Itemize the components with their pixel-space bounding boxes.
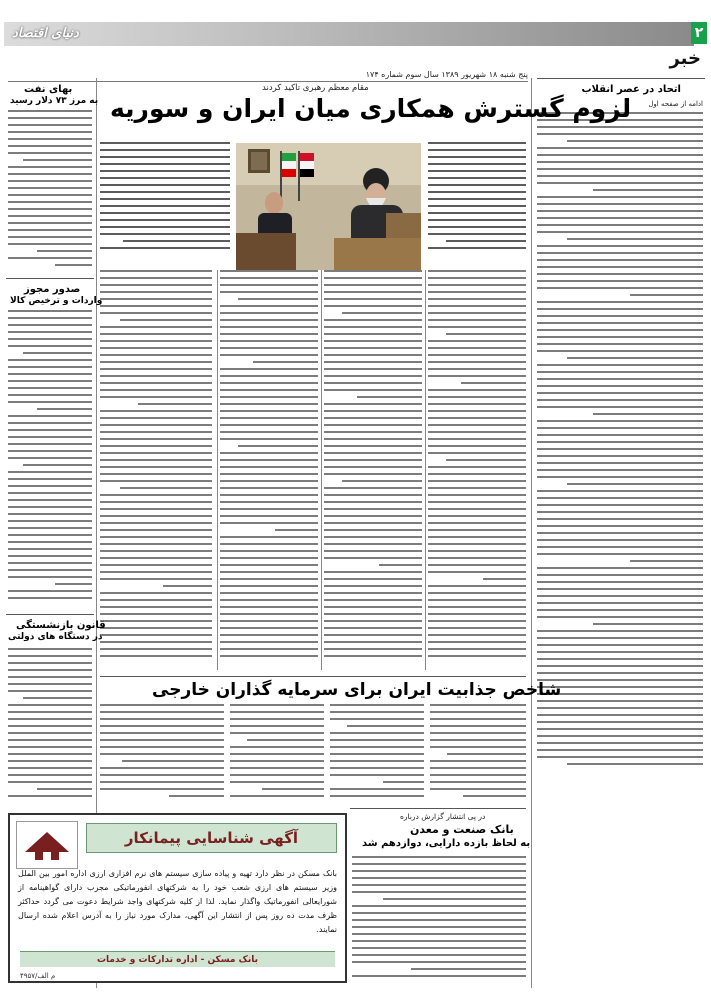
brief-separator xyxy=(6,614,94,615)
bank-story-headline: بانک صنعت و معدن xyxy=(410,823,514,836)
brief-pension-title: قانون بازنشستگی xyxy=(16,620,106,631)
brief-pension-subtitle: در دستگاه های دولتی xyxy=(8,632,103,642)
bottom-story-col-2 xyxy=(330,704,424,804)
main-story-headline: لزوم گسترش همکاری میان ایران و سوریه xyxy=(110,94,632,123)
advertisement-box xyxy=(8,813,347,983)
brief-permit-text xyxy=(8,310,92,610)
column-rule xyxy=(537,78,705,79)
ad-reference-code: ۴۹۵۷/م الف xyxy=(20,972,56,980)
brief-pension-text xyxy=(8,648,92,808)
brief-oil-title: بهای نفت xyxy=(24,84,73,95)
column-divider xyxy=(217,270,218,670)
bottom-story-col-4 xyxy=(100,704,224,804)
bank-story-text xyxy=(352,856,526,986)
page-number: ۲ xyxy=(691,22,707,44)
ad-footer: بانک مسکن - اداره تدارکات و خدمات xyxy=(20,951,335,967)
newspaper-logo: دنیای اقتصاد xyxy=(12,26,79,41)
ad-body-text: بانک مسکن در نظر دارد تهیه و پیاده سازی سیستم های نرم افزاری ارزی اداره امور بین الملل وزیر سیستم های ارزی شعب خود را به شرکتهای انفورماتیکی مجرب دارای گواهینامه از شورایعالی انفورماتیک واگذار نماید. لذا از کلیه شرکتهای واجد شرایط دعوت می گردد حداکثر ظرف مدت ده روز پس از انتشار این آگهی، مدارک مورد نیاز را به آدرس اعلام شده ارسال نمایند. xyxy=(18,869,337,934)
ad-title: آگهی شناسایی پیمانکار xyxy=(124,829,299,847)
news-photo-meeting xyxy=(236,143,421,270)
column-divider xyxy=(321,270,322,670)
bank-logo-icon xyxy=(16,821,78,869)
column-divider xyxy=(531,78,532,988)
main-story-col-3 xyxy=(220,270,318,670)
column-byline: ادامه از صفحه اول xyxy=(648,100,703,108)
story-separator xyxy=(100,676,526,677)
main-story-side-text xyxy=(100,142,230,260)
ad-title-banner xyxy=(86,823,337,853)
bank-story-subheadline: به لحاظ بازده دارایی، دوازدهم شد xyxy=(362,838,531,849)
column-divider xyxy=(425,270,426,670)
section-label: خبر xyxy=(669,48,701,69)
column-title: اتحاد در عصر انقلاب xyxy=(581,84,681,95)
brief-oil-subtitle: به مرز ۷۳ دلار رسید xyxy=(10,96,99,106)
main-story-kicker: مقام معظم رهبری تاکید کردند xyxy=(262,83,369,93)
main-story-col-2 xyxy=(324,270,422,670)
main-story-lead-text xyxy=(428,142,526,260)
brief-permit-title: صدور مجوز xyxy=(24,284,81,295)
dateline: پنج شنبه ۱۸ شهریور ۱۳۸۹ سال سوم شماره ۱۷۴ xyxy=(8,70,528,82)
main-story-col-4 xyxy=(100,270,212,670)
bottom-story-col-1 xyxy=(430,704,526,804)
bank-story-kicker: در پی انتشار گزارش درباره xyxy=(400,812,486,821)
brief-permit-subtitle: واردات و ترخیص کالا xyxy=(10,296,103,306)
bottom-story-col-3 xyxy=(230,704,324,804)
masthead-bar xyxy=(4,22,694,46)
photo-illustration xyxy=(236,143,421,270)
story-separator xyxy=(350,808,526,809)
brief-separator xyxy=(6,278,94,279)
editorial-column-text xyxy=(537,112,703,812)
brief-oil-text xyxy=(8,110,92,275)
bottom-story-headline: شاخص جذابیت ایران برای سرمایه گذاران خارجی xyxy=(152,680,562,700)
main-story-col-1 xyxy=(428,270,526,670)
